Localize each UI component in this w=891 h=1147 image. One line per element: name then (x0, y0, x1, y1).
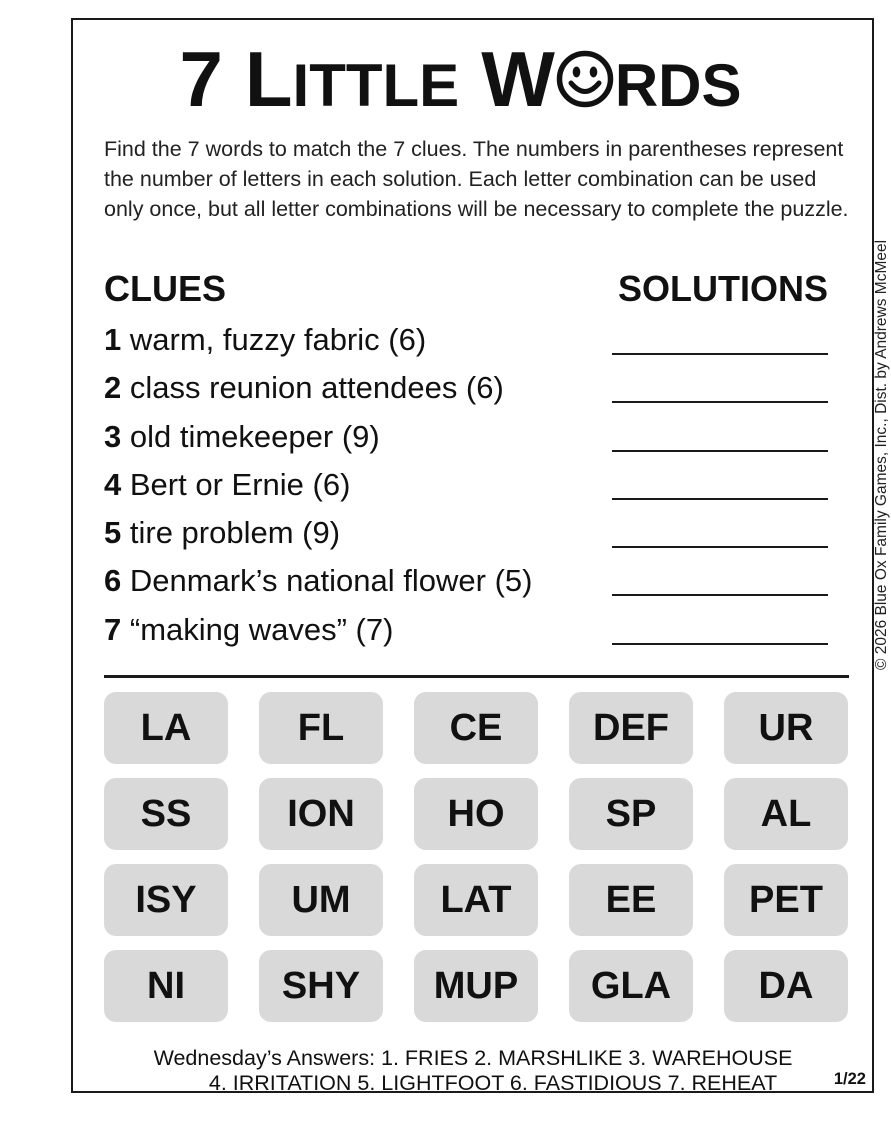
clue-number: 2 (104, 370, 122, 406)
title-number: 7 (179, 35, 223, 123)
letter-tile[interactable]: AL (724, 778, 848, 850)
clue-row-3 (104, 417, 834, 465)
letter-tile[interactable]: NI (104, 950, 228, 1022)
previous-answers (103, 1046, 843, 1096)
clue-row-6 (104, 561, 834, 609)
letter-tile[interactable]: PET (724, 864, 848, 936)
clue-number: 3 (104, 418, 122, 454)
clue-number: 5 (104, 515, 122, 551)
letter-tile[interactable]: DEF (569, 692, 693, 764)
letter-tile[interactable]: CE (414, 692, 538, 764)
letter-tile[interactable]: LAT (414, 864, 538, 936)
answers-line-2: 4. IRRITATION 5. LIGHTFOOT 6. FASTIDIOUS 7. REHEAT (208, 1071, 778, 1095)
clue-text: class reunion attendees (6) (129, 370, 504, 406)
clue-row-1 (104, 320, 834, 368)
divider (104, 675, 849, 678)
copyright-credit: © 2026 Blue Ox Family Games, Inc., Dist. by Andrews McMeel (873, 239, 890, 670)
clue-row-5 (104, 513, 834, 561)
solution-blank-6[interactable] (612, 594, 828, 596)
clue-list (104, 320, 834, 658)
clue-number: 4 (104, 466, 122, 502)
letter-tile[interactable]: DA (724, 950, 848, 1022)
letter-tile[interactable]: ION (259, 778, 383, 850)
clue-number: 1 (104, 322, 122, 357)
answers-line-1: Wednesday’s Answers: 1. FRIES 2. MARSHLIKE 3. WAREHOUSE (153, 1046, 793, 1070)
letter-tile[interactable]: EE (569, 864, 693, 936)
letter-tile[interactable]: LA (104, 692, 228, 764)
letter-tile[interactable]: UR (724, 692, 848, 764)
letter-tile[interactable]: SS (104, 778, 228, 850)
solution-blank-1[interactable] (612, 353, 828, 355)
letter-tile[interactable]: MUP (414, 950, 538, 1022)
clue-number: 6 (104, 563, 122, 599)
letter-tile[interactable]: ISY (104, 864, 228, 936)
letter-tile-grid (104, 692, 850, 1022)
clue-row-4 (104, 465, 834, 513)
letter-tile[interactable]: HO (414, 778, 538, 850)
clue-row-2 (104, 368, 834, 416)
solution-blank-4[interactable] (612, 498, 828, 500)
solution-blank-3[interactable] (612, 450, 828, 452)
instructions: Find the 7 words to match the 7 clues. The numbers in parentheses represent the number of letters in each solution. Each letter combination can be used only once, but all letter combinations will be necessary to complete the puzzle. (104, 137, 849, 221)
solutions-heading: SOLUTIONS (617, 268, 828, 309)
letter-tile[interactable]: SHY (259, 950, 383, 1022)
clue-text: “making waves” (7) (129, 611, 394, 647)
clue-text: tire problem (9) (129, 515, 341, 551)
clue-text: Bert or Ernie (6) (129, 466, 351, 502)
clue-row-7 (104, 610, 834, 658)
smiley-face-icon (556, 50, 614, 112)
puzzle-title: 7 LITTLE W RDS (179, 35, 742, 123)
clues-heading: CLUES (104, 268, 227, 309)
letter-tile[interactable]: UM (259, 864, 383, 936)
letter-tile[interactable]: GLA (569, 950, 693, 1022)
clue-text: Denmark’s national flower (5) (129, 563, 533, 599)
solution-blank-5[interactable] (612, 546, 828, 548)
clue-text: old timekeeper (9) (129, 418, 380, 454)
clue-text: warm, fuzzy fabric (6) (129, 322, 427, 357)
puzzle-date: 1/22 (833, 1070, 866, 1088)
solution-blank-2[interactable] (612, 401, 828, 403)
clue-number: 7 (104, 611, 122, 647)
solution-blank-7[interactable] (612, 643, 828, 645)
puzzle-frame (71, 18, 890, 1095)
letter-tile[interactable]: FL (259, 692, 383, 764)
letter-tile[interactable]: SP (569, 778, 693, 850)
